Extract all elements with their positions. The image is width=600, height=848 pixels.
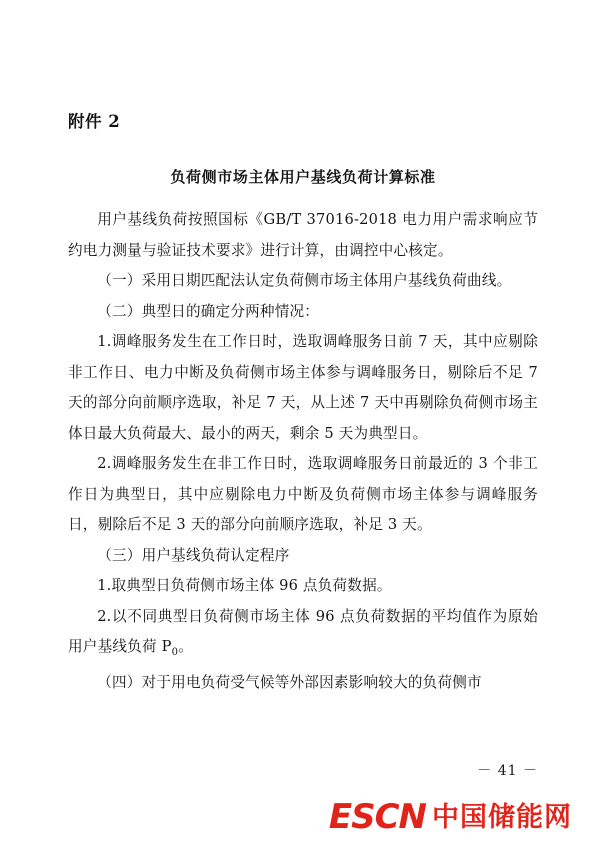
paragraph-tail: 。 bbox=[178, 638, 193, 655]
page-title: 负荷侧市场主体用户基线负荷计算标准 bbox=[170, 168, 436, 186]
subscript: 0 bbox=[171, 646, 179, 658]
paragraph-with-subscript bbox=[68, 602, 538, 669]
page-number: － 41 － bbox=[477, 763, 538, 779]
paragraph: （二）典型日的确定分两种情况： bbox=[97, 302, 320, 320]
paragraph: （三）用户基线负荷认定程序 bbox=[97, 546, 290, 564]
paragraph: （四）对于用电负荷受气候等外部因素影响较大的负荷侧市 bbox=[97, 674, 482, 692]
paragraph-text: 2.以不同典型日负荷侧市场主体 96 点负荷数据的平均值作为原始用户基线负荷 P bbox=[68, 607, 538, 655]
paragraph: （一）采用日期匹配法认定负荷侧市场主体用户基线负荷曲线。 bbox=[97, 272, 512, 289]
paragraph: 2.调峰服务发生在非工作日时，选取调峰服务日前最近的 3 个非工作日为典型日，其中应剔除电力中断及负荷侧市场主体参与调峰服务日，剔除后不足 3 天的部分向前顺序选取，补足 3 天。 bbox=[68, 455, 538, 533]
watermark-brand-en: ESCN bbox=[328, 797, 426, 837]
watermark-brand-cn: 中国储能网 bbox=[432, 801, 572, 833]
attachment-label: 附件 2 bbox=[68, 112, 121, 131]
watermark bbox=[328, 797, 572, 837]
paragraph: 1.取典型日负荷侧市场主体 96 点负荷数据。 bbox=[97, 577, 392, 594]
paragraph: 用户基线负荷按照国标《GB/T 37016-2018 电力用户需求响应节约电力测量与验证技术要求》进行计算，由调控中心核定。 bbox=[68, 211, 538, 259]
paragraph: 1.调峰服务发生在工作日时，选取调峰服务日前 7 天，其中应剔除非工作日、电力中断及负荷侧市场主体参与调峰服务日，剔除后不足 7 天的部分向前顺序选取，补足 7 天，从上述 7 天中再剔除负荷侧市场主体日最大负荷最大、最小的两天，剩余 5 天为典型日。 bbox=[68, 333, 538, 442]
